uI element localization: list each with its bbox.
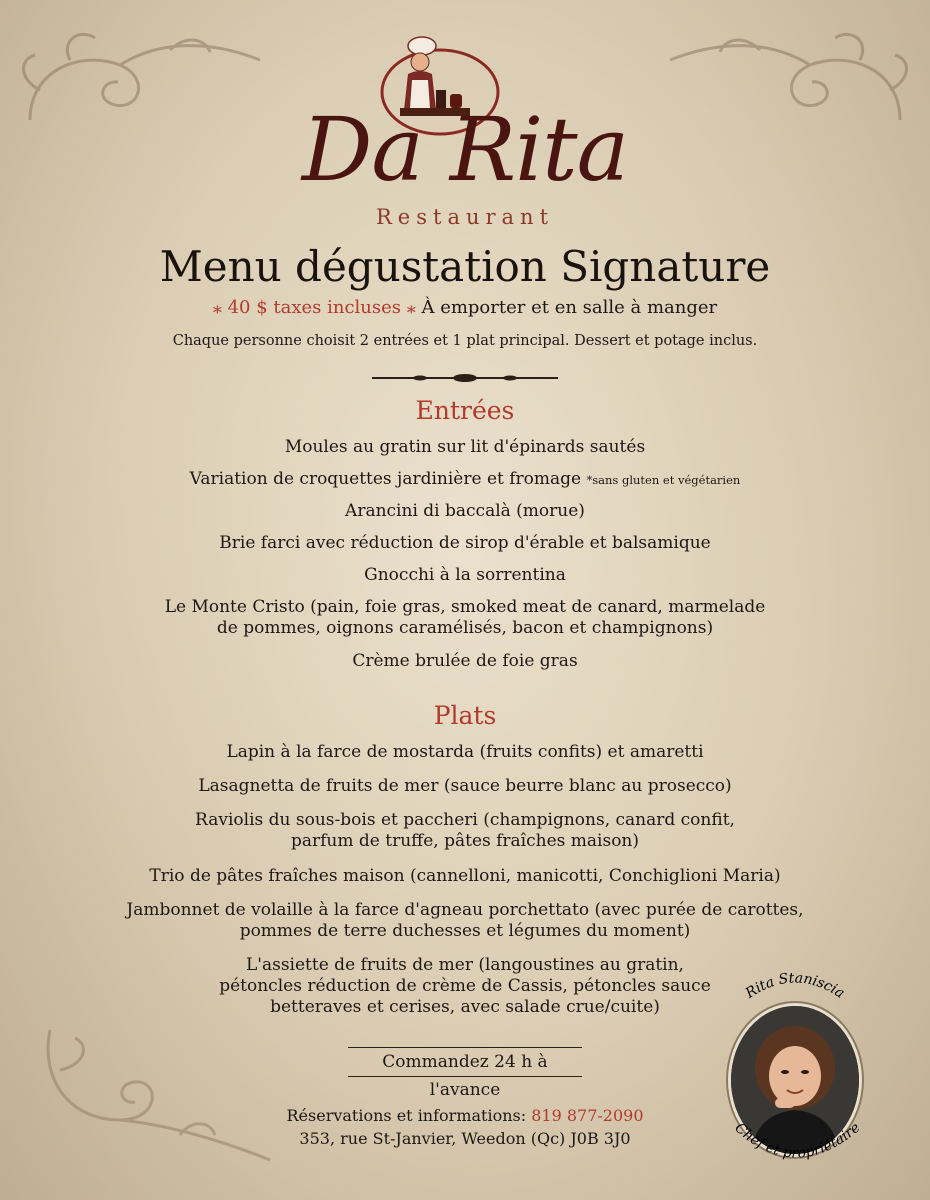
entrees-heading: Entrées	[415, 396, 515, 425]
svg-text:Chef et propriétaire	[731, 1120, 863, 1162]
plat-item-line: L'assiette de fruits de mer (langoustines au gratin,	[246, 955, 684, 975]
ornament-bottom-left	[30, 1010, 280, 1180]
entree-item: Moules au gratin sur lit d'épinards sautés	[284, 437, 646, 457]
plat-item: Lasagnetta de fruits de mer (sauce beurre blanc au prosecco)	[198, 776, 732, 796]
plat-item	[0, 900, 930, 942]
plat-item-line: Raviolis du sous-bois et paccheri (champignons, canard confit,	[195, 810, 735, 830]
svg-text:Rita Staniscia	[742, 970, 847, 1002]
entree-item	[0, 597, 930, 639]
price-line	[0, 297, 930, 318]
entree-item: Brie farci avec réduction de sirop d'érable et balsamique	[219, 533, 711, 553]
entree-item-line: de pommes, oignons caramélisés, bacon et champignons)	[216, 618, 714, 638]
entree-item: Arancini di baccalà (morue)	[345, 501, 585, 521]
menu-title: Menu dégustation Signature	[159, 242, 771, 291]
plats-heading: Plats	[433, 701, 497, 730]
brand-subtitle: Restaurant	[375, 205, 555, 229]
service-text: À emporter et en salle à manger	[421, 297, 718, 318]
order-notice: Commandez 24 h à l'avance	[348, 1047, 582, 1077]
price-text: ⁎ 40 $ taxes incluses ⁎	[212, 297, 416, 318]
reservations-label: Réservations et informations:	[286, 1106, 527, 1125]
chef-role-arc	[715, 1120, 875, 1180]
plat-item-line: betteraves et cerises, avec salade crue/cuite)	[270, 997, 660, 1017]
entree-item: Gnocchi à la sorrentina	[364, 565, 566, 585]
plat-item: Lapin à la farce de mostarda (fruits confits) et amaretti	[226, 742, 704, 762]
plat-item: Trio de pâtes fraîches maison (cannelloni, manicotti, Conchiglioni Maria)	[149, 866, 781, 886]
divider-ornament	[370, 370, 560, 386]
entree-item-line: Le Monte Cristo (pain, foie gras, smoked meat de canard, marmelade	[164, 597, 766, 617]
entree-item	[0, 469, 930, 491]
entree-item-note: *sans gluten et végétarien	[586, 473, 741, 487]
menu-note: Chaque personne choisit 2 entrées et 1 plat principal. Dessert et potage inclus.	[172, 333, 758, 349]
plat-item-line: parfum de truffe, pâtes fraîches maison)	[290, 831, 640, 851]
plat-item-line: pétoncles réduction de crème de Cassis, pétoncles sauce	[219, 976, 711, 996]
entree-item: Crème brulée de foie gras	[352, 651, 578, 671]
chef-name: Rita Staniscia	[742, 970, 848, 1002]
chef-role: Chef et propriétaire	[731, 1120, 864, 1162]
address: 353, rue St-Janvier, Weedon (Qc) J0B 3J0	[299, 1129, 631, 1148]
plat-item-line: pommes de terre duchesses et légumes du moment)	[239, 921, 691, 941]
entree-item-text: Variation de croquettes jardinière et fromage	[189, 469, 582, 489]
phone-number[interactable]: 819 877-2090	[531, 1106, 644, 1125]
plat-item	[0, 810, 930, 852]
plat-item-line: Jambonnet de volaille à la farce d'agneau porchettato (avec purée de carottes,	[126, 900, 804, 920]
brand-logo: Da Rita	[301, 98, 629, 201]
